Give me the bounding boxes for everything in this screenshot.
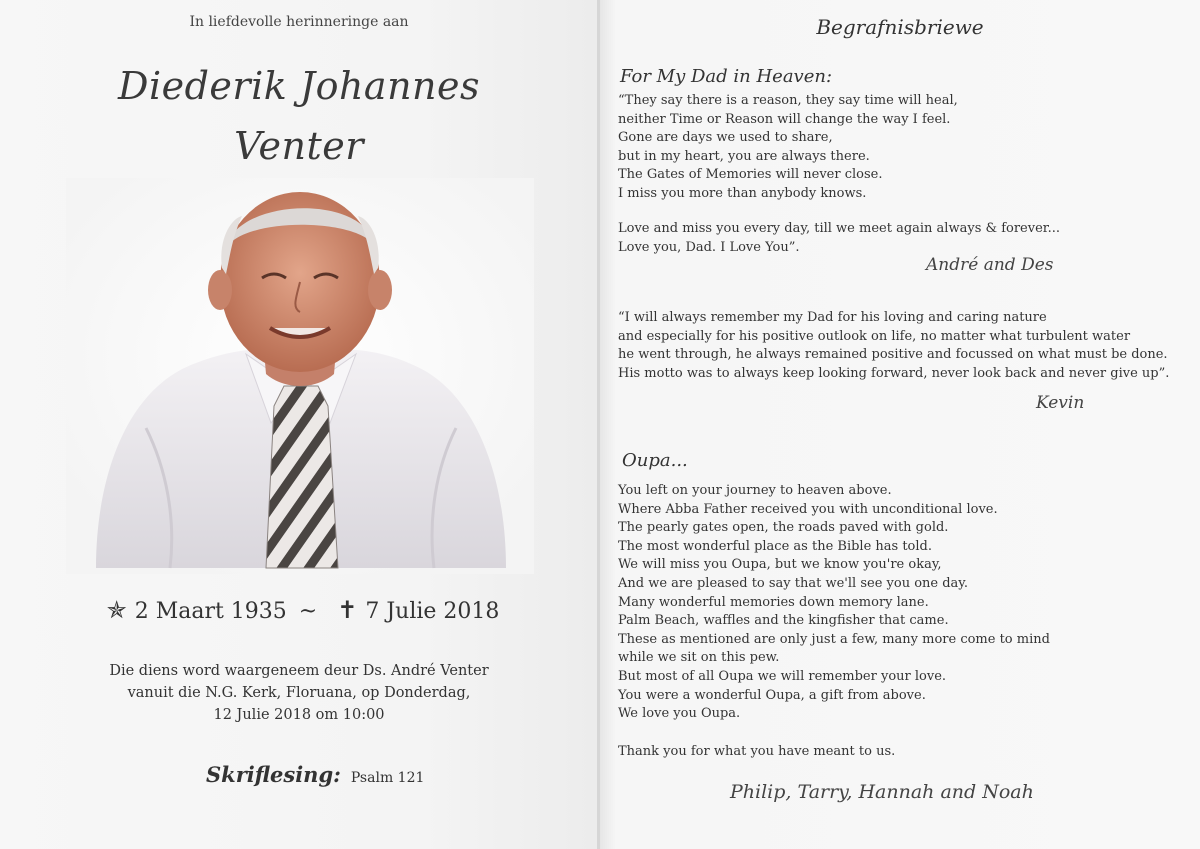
poem-line: The Gates of Memories will never close. bbox=[618, 167, 883, 183]
service-line: 12 Julie 2018 om 10:00 bbox=[213, 707, 385, 723]
left-page bbox=[0, 0, 598, 849]
tribute-line: His motto was to always keep looking forward, never look back and never give up”. bbox=[618, 365, 1170, 381]
poem-line: while we sit on this pew. bbox=[618, 650, 780, 666]
poem-line: Where Abba Father received you with unconditional love. bbox=[618, 501, 998, 517]
dad-poem bbox=[618, 92, 958, 204]
poem-line: “They say there is a reason, they say time will heal, bbox=[618, 93, 958, 108]
poem-line: Love and miss you every day, till we meet again always & forever... bbox=[618, 221, 1060, 236]
poem-line: I miss you more than anybody knows. bbox=[618, 185, 867, 201]
poem-line: neither Time or Reason will change the way I feel. bbox=[618, 111, 951, 127]
poem-line: Palm Beach, waffles and the kingfisher that came. bbox=[618, 613, 949, 629]
scripture-reading-label: Skriflesing: bbox=[206, 762, 341, 787]
deceased-name-line-1: Diederik Johannes bbox=[117, 64, 481, 108]
dad-poem-heading: For My Dad in Heaven: bbox=[620, 66, 833, 87]
poem-line: And we are pleased to say that we'll see you one day. bbox=[618, 575, 969, 591]
oupa-thanks bbox=[618, 743, 895, 762]
poem-line: You were a wonderful Oupa, a gift from above. bbox=[618, 687, 926, 703]
oupa-poem bbox=[618, 482, 1050, 724]
tribute-line: “I will always remember my Dad for his loving and caring nature bbox=[618, 310, 1047, 325]
poem-line: But most of all Oupa we will remember your love. bbox=[618, 668, 947, 684]
poem-line: The pearly gates open, the roads paved with gold. bbox=[618, 520, 949, 536]
dad-signature: André and Des bbox=[926, 255, 1054, 275]
service-line: Die diens word waargeneem deur Ds. André Venter bbox=[109, 663, 489, 679]
date-separator: ~ bbox=[298, 599, 318, 624]
page-fold bbox=[597, 0, 600, 849]
cross-icon: ✝ bbox=[337, 596, 358, 624]
dad-closing bbox=[618, 220, 1060, 257]
right-page-title: Begrafnisbriewe bbox=[816, 15, 984, 39]
kevin-signature: Kevin bbox=[1036, 393, 1085, 413]
poem-line: Love you, Dad. I Love You”. bbox=[618, 239, 800, 255]
portrait-photo bbox=[66, 178, 534, 574]
poem-line: These as mentioned are only just a few, many more come to mind bbox=[618, 631, 1050, 647]
birth-date: 2 Maart 1935 bbox=[134, 599, 287, 624]
kevin-tribute bbox=[618, 309, 1169, 383]
star-icon: ✯ bbox=[106, 596, 127, 624]
poem-line: Gone are days we used to share, bbox=[618, 130, 833, 146]
poem-line: You left on your journey to heaven above. bbox=[618, 483, 892, 498]
poem-line: We love you Oupa. bbox=[618, 706, 741, 722]
tribute-line: he went through, he always remained positive and focussed on what must be done. bbox=[618, 347, 1168, 363]
poem-line: The most wonderful place as the Bible has told. bbox=[618, 538, 932, 554]
life-dates bbox=[0, 596, 598, 624]
scripture-reading-value: Psalm 121 bbox=[350, 770, 425, 786]
oupa-poem-heading: Oupa... bbox=[622, 450, 688, 471]
thanks-line: Thank you for what you have meant to us. bbox=[618, 744, 896, 759]
poem-line: We will miss you Oupa, but we know you're okay, bbox=[618, 557, 942, 573]
poem-line: but in my heart, you are always there. bbox=[618, 148, 870, 164]
deceased-name-line-2: Venter bbox=[234, 124, 364, 168]
service-details bbox=[0, 660, 598, 726]
tribute-line: and especially for his positive outlook on life, no matter what turbulent water bbox=[618, 328, 1131, 344]
intro-text: In liefdevolle herinneringe aan bbox=[189, 14, 409, 30]
poem-line: Many wonderful memories down memory lane. bbox=[618, 594, 929, 610]
oupa-signature: Philip, Tarry, Hannah and Noah bbox=[730, 781, 1034, 803]
scripture-reading bbox=[206, 762, 424, 787]
death-date: 7 Julie 2018 bbox=[365, 599, 500, 624]
service-line: vanuit die N.G. Kerk, Floruana, op Donderdag, bbox=[127, 685, 471, 701]
